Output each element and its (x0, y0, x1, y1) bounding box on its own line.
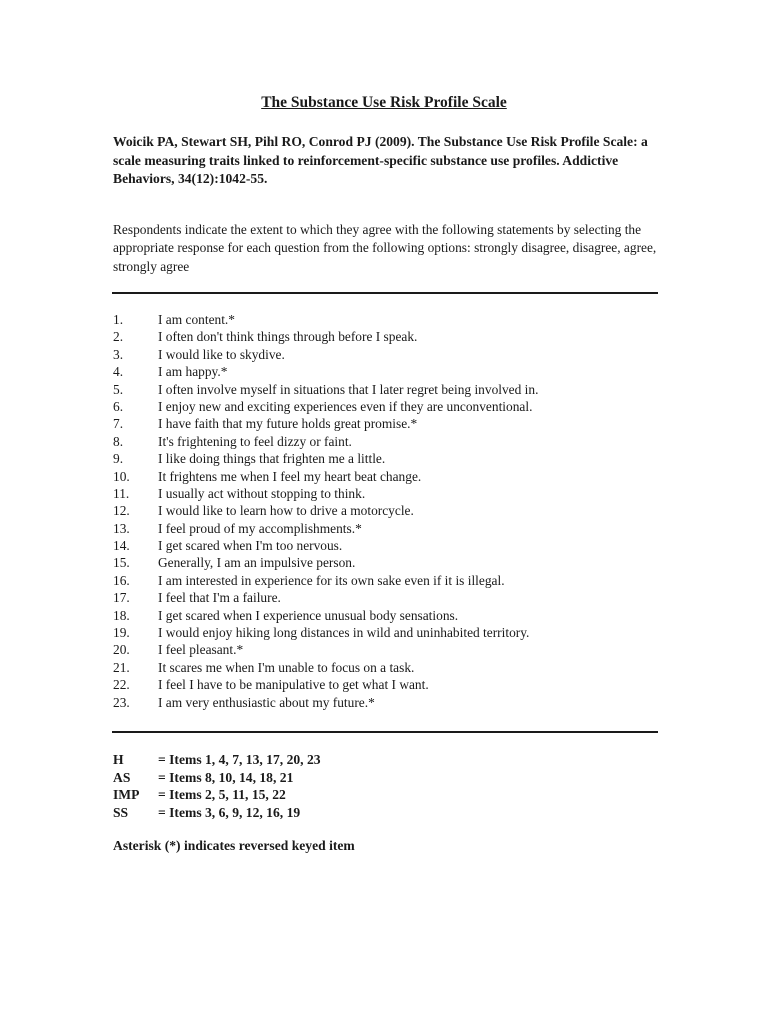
scoring-row (113, 804, 321, 822)
item-text: I enjoy new and exciting experiences even if they are unconventional. (158, 398, 533, 414)
item-number: 22. (113, 677, 130, 693)
item-text: I would enjoy hiking long distances in wild and uninhabited territory. (158, 625, 530, 641)
item-number: 8. (113, 433, 124, 449)
item-number: 19. (113, 625, 130, 641)
item-text: I feel pleasant.* (158, 642, 244, 658)
item-text: I feel that I'm a failure. (158, 590, 281, 606)
item-number: 18. (113, 607, 130, 623)
list-item (113, 520, 658, 537)
list-item (113, 485, 658, 502)
item-text: It's frightening to feel dizzy or faint. (158, 433, 352, 449)
item-text: I am content.* (158, 312, 235, 327)
item-text: I feel I have to be manipulative to get what I want. (158, 677, 429, 693)
item-number: 15. (113, 555, 130, 571)
list-item (113, 694, 658, 711)
reverse-key-note: Asterisk (*) indicates reversed keyed item (113, 838, 355, 853)
item-number: 23. (113, 694, 130, 710)
list-item (113, 328, 658, 345)
subscale-label: SS (113, 804, 129, 820)
list-item (113, 607, 658, 624)
list-item (113, 589, 658, 606)
scoring-key (113, 751, 321, 821)
item-number: 20. (113, 642, 130, 658)
item-number: 9. (113, 451, 124, 467)
document-title: The Substance Use Risk Profile Scale (261, 94, 507, 111)
item-number: 21. (113, 659, 130, 675)
list-item (113, 659, 658, 676)
list-item (113, 641, 658, 658)
items-list (113, 311, 658, 711)
item-text: I feel proud of my accomplishments.* (158, 520, 362, 536)
list-item (113, 363, 658, 380)
item-number: 16. (113, 572, 130, 588)
list-item (113, 433, 658, 450)
list-item (113, 468, 658, 485)
item-number: 5. (113, 381, 124, 397)
item-text: I would like to learn how to drive a motorcycle. (158, 503, 414, 519)
list-item (113, 554, 658, 571)
item-text: It scares me when I'm unable to focus on a task. (158, 659, 415, 675)
scoring-row (113, 751, 321, 769)
item-text: I often involve myself in situations that I later regret being involved in. (158, 381, 539, 397)
item-text: I get scared when I'm too nervous. (158, 538, 343, 554)
instructions: Respondents indicate the extent to which they agree with the following statements by selecting the appropriate response for each question from the following options: strongly disagree, disagree, agree, strongly agree (113, 222, 657, 274)
item-number: 13. (113, 520, 130, 536)
bottom-divider (112, 731, 658, 733)
list-item (113, 537, 658, 554)
item-number: 3. (113, 346, 124, 362)
list-item (113, 398, 658, 415)
scoring-row (113, 769, 321, 787)
item-text: I am happy.* (158, 364, 228, 380)
item-number: 17. (113, 590, 130, 606)
subscale-label: H (113, 752, 124, 767)
item-text: Generally, I am an impulsive person. (158, 555, 356, 571)
item-text: I have faith that my future holds great promise.* (158, 416, 418, 432)
item-text: I would like to skydive. (158, 346, 285, 362)
list-item (113, 502, 658, 519)
item-number: 14. (113, 538, 130, 554)
list-item (113, 381, 658, 398)
subscale-items: = Items 3, 6, 9, 12, 16, 19 (158, 804, 301, 820)
item-number: 2. (113, 329, 124, 345)
item-number: 12. (113, 503, 130, 519)
top-divider (112, 292, 658, 294)
item-number: 4. (113, 364, 124, 380)
item-number: 7. (113, 416, 124, 432)
list-item (113, 450, 658, 467)
item-number: 1. (113, 312, 124, 327)
item-text: I am very enthusiastic about my future.* (158, 694, 375, 710)
list-item (113, 346, 658, 363)
item-number: 10. (113, 468, 130, 484)
item-text: I am interested in experience for its own sake even if it is illegal. (158, 572, 505, 588)
item-number: 6. (113, 398, 124, 414)
list-item (113, 572, 658, 589)
subscale-label: IMP (113, 787, 140, 803)
subscale-label: AS (113, 769, 131, 785)
subscale-items: = Items 2, 5, 11, 15, 22 (158, 787, 286, 803)
list-item (113, 415, 658, 432)
item-text: I like doing things that frighten me a little. (158, 451, 386, 467)
list-item (113, 676, 658, 693)
list-item (113, 624, 658, 641)
item-text: I usually act without stopping to think. (158, 485, 366, 501)
scoring-row (113, 786, 321, 804)
item-text: I often don't think things through before I speak. (158, 329, 418, 345)
item-text: I get scared when I experience unusual body sensations. (158, 607, 459, 623)
subscale-items: = Items 8, 10, 14, 18, 21 (158, 769, 294, 785)
subscale-items: = Items 1, 4, 7, 13, 17, 20, 23 (158, 752, 321, 767)
list-item (113, 311, 658, 328)
item-number: 11. (113, 485, 130, 501)
item-text: It frightens me when I feel my heart beat change. (158, 468, 422, 484)
citation: Woicik PA, Stewart SH, Pihl RO, Conrod PJ (2009). The Substance Use Risk Profile Scale: a scale measuring traits linked to reinforcement-specific substance use profiles. Addictive Behaviors, 34(12):1042-55. (113, 134, 648, 186)
